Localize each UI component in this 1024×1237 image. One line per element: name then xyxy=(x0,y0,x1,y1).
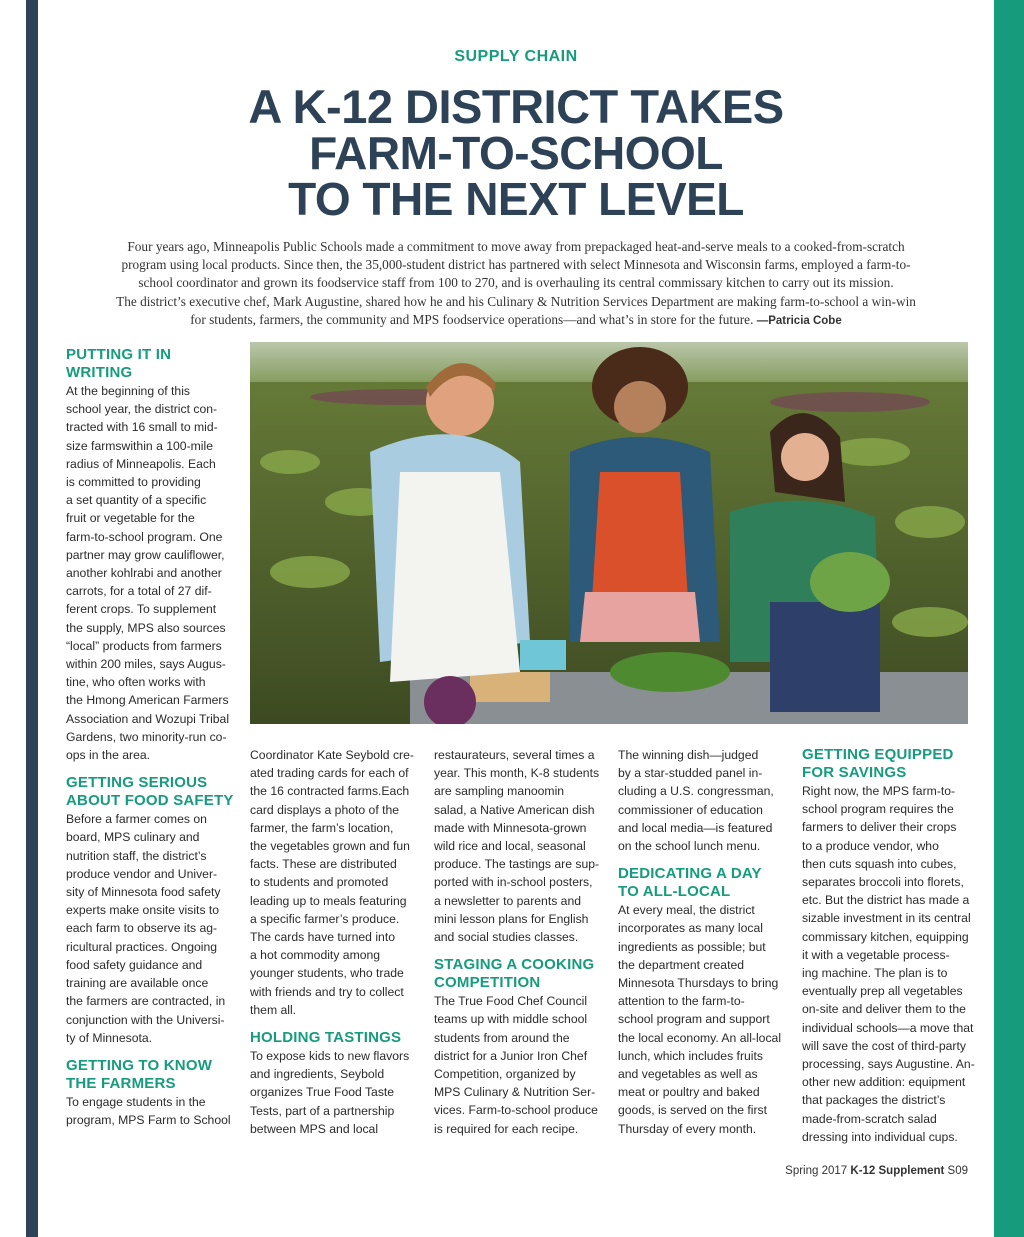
body-line: will save the cost of third-party xyxy=(802,1038,966,1053)
body-line: vices. Farm-to-school produce xyxy=(434,1103,598,1118)
headline-line: FARM-TO-SCHOOL xyxy=(309,127,723,179)
body-line: program, MPS Farm to School xyxy=(66,1113,231,1128)
body-line: radius of Minneapolis. Each xyxy=(66,456,216,471)
section-heading xyxy=(434,956,602,992)
section-body xyxy=(66,810,234,1047)
heading-line: ABOUT FOOD SAFETY xyxy=(66,792,234,810)
body-line: ricultural practices. Ongoing xyxy=(66,939,218,954)
heading-line: PUTTING IT IN xyxy=(66,346,172,363)
body-line: eventually prep all vegetables xyxy=(802,984,963,999)
body-line: size farmswithin a 100-mile xyxy=(66,438,213,453)
body-line: ingredients as possible; but xyxy=(618,939,766,954)
body-line: each farm to observe its ag- xyxy=(66,921,218,936)
body-line: processing, says Augustine. An- xyxy=(802,1057,975,1072)
footer-page-number: S09 xyxy=(947,1165,968,1177)
body-line: card displays a photo of the xyxy=(250,802,400,817)
intro-line: school coordinator and grown its foodservice staff from 100 to 270, and is overhauling its central commissary kitchen to carry out its mission. xyxy=(138,275,894,291)
heading-line: HOLDING TASTINGS xyxy=(250,1029,402,1047)
body-line: conjunction with the Universi- xyxy=(66,1012,225,1027)
heading-line: GETTING EQUIPPED xyxy=(802,746,954,763)
body-line: and ingredients, Seybold xyxy=(250,1067,385,1082)
body-line: to students and promoted xyxy=(250,875,389,890)
body-line: separates broccoli into florets, xyxy=(802,875,964,890)
section-heading xyxy=(66,774,234,810)
body-line: dressing into individual cups. xyxy=(802,1129,958,1144)
body-line: the 16 contracted farms.Each xyxy=(250,784,410,799)
body-line: within 200 miles, says Augus- xyxy=(66,657,226,672)
body-line: Coordinator Kate Seybold cre- xyxy=(250,748,414,762)
body-line: nutrition staff, the district’s xyxy=(66,848,207,863)
body-line: Competition, organized by xyxy=(434,1067,576,1082)
farm-photo-illustration xyxy=(250,342,968,724)
body-line: is required for each recipe. xyxy=(434,1121,579,1136)
body-line: Tests, part of a partnership xyxy=(250,1103,395,1118)
section-body xyxy=(802,782,975,1146)
body-line: ported with in-school posters, xyxy=(434,875,593,890)
body-line: ty of Minnesota. xyxy=(66,1030,153,1045)
intro-line-text: for students, farmers, the community and MPS foodservice operations—and what’s in store for the future. xyxy=(190,311,754,327)
body-line: Gardens, two minority-run co- xyxy=(66,729,227,744)
intro-line: program using local products. Since then, the 35,000-student district has partnered with select Minnesota and Wisconsin farms, employed a farm-to- xyxy=(121,257,911,273)
body-line: ated trading cards for each of xyxy=(250,766,409,781)
body-line: tracted with 16 small to mid- xyxy=(66,420,218,435)
body-line: fruit or vegetable for the xyxy=(66,511,195,526)
heading-line: TO ALL-LOCAL xyxy=(618,883,731,901)
section-heading xyxy=(250,1029,418,1047)
body-line: the supply, MPS also sources xyxy=(66,620,226,635)
intro-paragraph xyxy=(90,238,942,330)
body-line: produce. The tastings are sup- xyxy=(434,857,600,872)
body-line: on-site and deliver them to the xyxy=(802,1002,966,1017)
section-heading xyxy=(618,865,786,901)
body-line: them all. xyxy=(250,1002,297,1017)
body-line: goods, is served on the first xyxy=(618,1103,768,1118)
body-line: lunch, which includes fruits xyxy=(618,1048,763,1063)
body-line: by a star-studded panel in- xyxy=(618,766,763,781)
body-line: training are available once xyxy=(66,976,209,991)
body-line: produce vendor and Univer- xyxy=(66,866,218,881)
body-line: Thursday of every month. xyxy=(618,1121,757,1136)
column-3 xyxy=(434,746,602,1138)
body-line: At every meal, the district xyxy=(618,903,755,918)
body-line: To expose kids to new flavors xyxy=(250,1049,410,1064)
body-line: The cards have turned into xyxy=(250,930,395,945)
body-line: commissary kitchen, equipping xyxy=(802,929,969,944)
body-line: district for a Junior Iron Chef xyxy=(434,1048,588,1063)
heading-line: THE FARMERS xyxy=(66,1074,176,1092)
body-line: partner may grow cauliflower, xyxy=(66,547,225,562)
body-line: wild rice and local, seasonal xyxy=(434,839,586,854)
body-line: board, MPS culinary and xyxy=(66,830,200,845)
body-line: the Hmong American Farmers xyxy=(66,693,229,708)
body-line: cluding a U.S. congressman, xyxy=(618,784,774,799)
section-body xyxy=(66,382,234,764)
section-heading xyxy=(66,1057,234,1093)
page-footer xyxy=(785,1165,968,1177)
body-line: a hot commodity among xyxy=(250,948,381,963)
body-line: To engage students in the xyxy=(66,1094,206,1109)
section-label: SUPPLY CHAIN xyxy=(454,48,578,65)
body-line: it with a vegetable process- xyxy=(802,947,950,962)
body-line: incorporates as many local xyxy=(618,921,763,936)
body-line: mini lesson plans for English xyxy=(434,911,589,926)
body-line: sizable investment in its central xyxy=(802,911,971,926)
body-line: leading up to meals featuring xyxy=(250,893,407,908)
footer-publication: K-12 Supplement xyxy=(850,1165,945,1177)
body-line: tine, who often works with xyxy=(66,675,206,690)
farm-photo xyxy=(250,342,968,724)
section-body xyxy=(434,746,602,946)
body-line: The winning dish—judged xyxy=(618,748,759,762)
body-line: experts make onsite visits to xyxy=(66,903,220,918)
section-body xyxy=(250,746,418,1019)
footer-season: Spring 2017 xyxy=(785,1165,848,1177)
heading-line: COMPETITION xyxy=(434,974,541,992)
intro-line: The district’s executive chef, Mark Augustine, shared how he and his Culinary & Nutrition Services Department are making farm-to-school a win-win xyxy=(116,293,916,309)
heading-line: DEDICATING A DAY xyxy=(618,865,762,883)
body-line: At the beginning of this xyxy=(66,384,190,398)
body-line: students from around the xyxy=(434,1030,570,1045)
body-line: are sampling manoomin xyxy=(434,784,565,799)
body-line: school program requires the xyxy=(802,802,954,817)
body-line: etc. But the district has made a xyxy=(802,893,970,908)
body-line: the vegetables grown and fun xyxy=(250,839,410,854)
body-line: made with Minnesota-grown xyxy=(434,820,587,835)
body-line: ops in the area. xyxy=(66,748,151,763)
body-line: then cuts squash into cubes, xyxy=(802,856,957,871)
body-line: ferent crops. To supplement xyxy=(66,602,217,617)
body-line: individual schools—a move that xyxy=(802,1020,974,1035)
column-2 xyxy=(250,746,418,1138)
body-line: other new addition: equipment xyxy=(802,1075,966,1090)
body-line: sity of Minnesota food safety xyxy=(66,885,221,900)
body-line: with friends and try to collect xyxy=(250,984,404,999)
body-line: a newsletter to parents and xyxy=(434,893,582,908)
body-line: younger students, who trade xyxy=(250,966,404,981)
body-line: meat or poultry and baked xyxy=(618,1085,760,1100)
body-line: school program and support xyxy=(618,1012,770,1027)
body-line: attention to the farm-to- xyxy=(618,994,745,1009)
body-line: another kohlrabi and another xyxy=(66,566,222,581)
heading-line: FOR SAVINGS xyxy=(802,764,907,781)
body-line: is committed to providing xyxy=(66,475,201,490)
intro-line xyxy=(90,311,942,330)
body-line: restaurateurs, several times a xyxy=(434,748,595,762)
column-4 xyxy=(618,746,786,1138)
body-line: food safety guidance and xyxy=(66,957,203,972)
body-line: Before a farmer comes on xyxy=(66,812,207,827)
body-line: ing machine. The plan is to xyxy=(802,966,948,981)
heading-line: GETTING TO KNOW xyxy=(66,1056,213,1074)
section-body xyxy=(618,901,786,1138)
section-heading xyxy=(802,746,970,782)
section-body xyxy=(66,1093,234,1129)
section-body xyxy=(618,746,786,855)
column-1 xyxy=(66,346,234,1129)
body-line: the local economy. An all-local xyxy=(618,1030,782,1045)
column-5 xyxy=(802,746,975,1146)
body-line: facts. These are distributed xyxy=(250,857,397,872)
intro-line: Four years ago, Minneapolis Public Schools made a commitment to move away from prepackaged heat-and-serve meals to a cooked-from-scratch xyxy=(127,239,905,254)
body-line: Minnesota Thursdays to bring xyxy=(618,976,779,991)
body-line: Association and Wozupi Tribal xyxy=(66,711,230,726)
body-line: teams up with middle school xyxy=(434,1012,588,1027)
body-line: that packages the district’s xyxy=(802,1093,946,1108)
body-line: between MPS and local xyxy=(250,1121,379,1136)
body-line: and vegetables as well as xyxy=(618,1067,758,1082)
body-line: organizes True Food Taste xyxy=(250,1085,395,1100)
headline xyxy=(0,80,1024,225)
body-line: Right now, the MPS farm-to- xyxy=(802,784,956,798)
body-line: a set quantity of a specific xyxy=(66,493,207,508)
body-line: a specific farmer’s produce. xyxy=(250,911,400,926)
body-line: The True Food Chef Council xyxy=(434,994,588,1009)
body-line: to a produce vendor, who xyxy=(802,838,939,853)
section-body xyxy=(250,1047,418,1138)
headline-line: A K-12 DISTRICT TAKES xyxy=(248,80,784,133)
byline: —Patricia Cobe xyxy=(756,314,842,327)
body-line: year. This month, K-8 students xyxy=(434,766,600,781)
body-line: farmers to deliver their crops xyxy=(802,820,957,835)
body-line: made-from-scratch salad xyxy=(802,1111,937,1126)
body-line: carrots, for a total of 27 dif- xyxy=(66,584,212,599)
headline-line: TO THE NEXT LEVEL xyxy=(288,173,744,225)
heading-line: GETTING SERIOUS xyxy=(66,774,208,792)
body-line: “local” products from farmers xyxy=(66,638,222,653)
body-line: and social studies classes. xyxy=(434,930,579,945)
body-line: the department created xyxy=(618,957,745,972)
body-line: farm-to-school program. One xyxy=(66,529,223,544)
body-line: on the school lunch menu. xyxy=(618,839,761,854)
body-line: commissioner of education xyxy=(618,802,763,817)
heading-line: STAGING A COOKING xyxy=(434,956,595,974)
section-body xyxy=(434,992,602,1138)
body-line: the farmers are contracted, in xyxy=(66,994,226,1009)
section-heading xyxy=(66,346,234,382)
body-line: and local media—is featured xyxy=(618,820,773,835)
body-line: school year, the district con- xyxy=(66,402,218,417)
body-line: salad, a Native American dish xyxy=(434,802,595,817)
body-line: MPS Culinary & Nutrition Ser- xyxy=(434,1085,596,1100)
body-line: farmer, the farm’s location, xyxy=(250,820,394,835)
heading-line: WRITING xyxy=(66,364,133,381)
